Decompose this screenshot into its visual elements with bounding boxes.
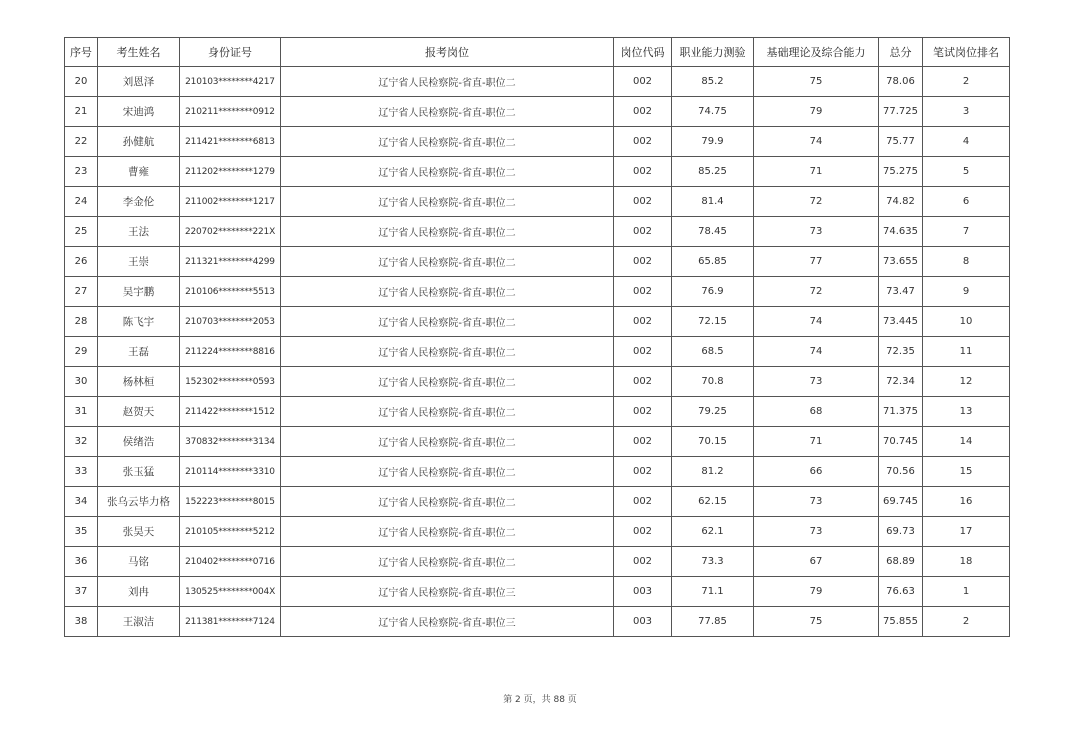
cell-rank: 10 xyxy=(923,307,1010,337)
cell-total-score: 73.47 xyxy=(879,277,923,307)
cell-name: 王磊 xyxy=(98,337,180,367)
cell-position-code: 002 xyxy=(614,517,672,547)
cell-position-code: 002 xyxy=(614,457,672,487)
cell-position: 辽宁省人民检察院-省直-职位二 xyxy=(281,217,614,247)
cell-rank: 15 xyxy=(923,457,1010,487)
cell-position-code: 002 xyxy=(614,367,672,397)
cell-seq: 28 xyxy=(65,307,98,337)
cell-name: 宋迪鸿 xyxy=(98,97,180,127)
cell-position: 辽宁省人民检察院-省直-职位二 xyxy=(281,367,614,397)
table-row xyxy=(65,187,1010,217)
cell-aptitude-score: 65.85 xyxy=(672,247,754,277)
cell-theory-score: 79 xyxy=(754,577,879,607)
cell-aptitude-score: 70.8 xyxy=(672,367,754,397)
cell-name: 杨林桓 xyxy=(98,367,180,397)
cell-seq: 30 xyxy=(65,367,98,397)
table-row xyxy=(65,517,1010,547)
cell-total-score: 69.745 xyxy=(879,487,923,517)
cell-id-number: 220702********221X xyxy=(180,217,281,247)
table-row xyxy=(65,157,1010,187)
cell-position-code: 002 xyxy=(614,157,672,187)
table-body xyxy=(65,67,1010,637)
cell-aptitude-score: 62.15 xyxy=(672,487,754,517)
cell-id-number: 210114********3310 xyxy=(180,457,281,487)
table-row xyxy=(65,457,1010,487)
cell-total-score: 72.35 xyxy=(879,337,923,367)
cell-position: 辽宁省人民检察院-省直-职位二 xyxy=(281,547,614,577)
cell-seq: 36 xyxy=(65,547,98,577)
cell-name: 李金伦 xyxy=(98,187,180,217)
cell-rank: 8 xyxy=(923,247,1010,277)
cell-total-score: 70.745 xyxy=(879,427,923,457)
cell-theory-score: 66 xyxy=(754,457,879,487)
cell-id-number: 210105********5212 xyxy=(180,517,281,547)
cell-id-number: 211002********1217 xyxy=(180,187,281,217)
cell-total-score: 78.06 xyxy=(879,67,923,97)
cell-theory-score: 73 xyxy=(754,517,879,547)
cell-position-code: 002 xyxy=(614,187,672,217)
header-total-score: 总分 xyxy=(879,38,923,67)
cell-rank: 5 xyxy=(923,157,1010,187)
cell-position-code: 002 xyxy=(614,397,672,427)
cell-name: 曹雍 xyxy=(98,157,180,187)
cell-seq: 32 xyxy=(65,427,98,457)
cell-total-score: 75.275 xyxy=(879,157,923,187)
cell-rank: 4 xyxy=(923,127,1010,157)
cell-position-code: 002 xyxy=(614,217,672,247)
cell-total-score: 70.56 xyxy=(879,457,923,487)
cell-rank: 6 xyxy=(923,187,1010,217)
cell-id-number: 211381********7124 xyxy=(180,607,281,637)
cell-name: 张玉猛 xyxy=(98,457,180,487)
cell-name: 陈飞宇 xyxy=(98,307,180,337)
cell-name: 王淑洁 xyxy=(98,607,180,637)
table-row xyxy=(65,487,1010,517)
cell-id-number: 152223********8015 xyxy=(180,487,281,517)
cell-position-code: 002 xyxy=(614,67,672,97)
cell-position: 辽宁省人民检察院-省直-职位二 xyxy=(281,337,614,367)
cell-id-number: 210402********0716 xyxy=(180,547,281,577)
cell-position: 辽宁省人民检察院-省直-职位二 xyxy=(281,277,614,307)
cell-position-code: 003 xyxy=(614,577,672,607)
table-row xyxy=(65,547,1010,577)
header-name: 考生姓名 xyxy=(98,38,180,67)
cell-id-number: 152302********0593 xyxy=(180,367,281,397)
cell-aptitude-score: 79.25 xyxy=(672,397,754,427)
cell-total-score: 74.82 xyxy=(879,187,923,217)
cell-seq: 33 xyxy=(65,457,98,487)
cell-position: 辽宁省人民检察院-省直-职位二 xyxy=(281,247,614,277)
cell-name: 侯绪浩 xyxy=(98,427,180,457)
cell-id-number: 211422********1512 xyxy=(180,397,281,427)
cell-theory-score: 72 xyxy=(754,277,879,307)
cell-name: 吴宇鹏 xyxy=(98,277,180,307)
cell-position: 辽宁省人民检察院-省直-职位三 xyxy=(281,577,614,607)
table-row xyxy=(65,397,1010,427)
cell-theory-score: 67 xyxy=(754,547,879,577)
cell-seq: 24 xyxy=(65,187,98,217)
cell-theory-score: 79 xyxy=(754,97,879,127)
cell-rank: 2 xyxy=(923,607,1010,637)
table-row xyxy=(65,607,1010,637)
cell-theory-score: 74 xyxy=(754,127,879,157)
cell-theory-score: 73 xyxy=(754,217,879,247)
cell-id-number: 210103********4217 xyxy=(180,67,281,97)
cell-seq: 27 xyxy=(65,277,98,307)
cell-position: 辽宁省人民检察院-省直-职位二 xyxy=(281,97,614,127)
cell-id-number: 210703********2053 xyxy=(180,307,281,337)
header-theory-score: 基础理论及综合能力 xyxy=(754,38,879,67)
cell-seq: 20 xyxy=(65,67,98,97)
cell-aptitude-score: 81.4 xyxy=(672,187,754,217)
cell-theory-score: 77 xyxy=(754,247,879,277)
cell-aptitude-score: 68.5 xyxy=(672,337,754,367)
cell-total-score: 73.445 xyxy=(879,307,923,337)
cell-theory-score: 73 xyxy=(754,487,879,517)
cell-aptitude-score: 70.15 xyxy=(672,427,754,457)
table-row xyxy=(65,217,1010,247)
table-row xyxy=(65,127,1010,157)
cell-aptitude-score: 62.1 xyxy=(672,517,754,547)
cell-position: 辽宁省人民检察院-省直-职位二 xyxy=(281,127,614,157)
header-row xyxy=(65,38,1010,67)
cell-name: 张昊天 xyxy=(98,517,180,547)
header-rank: 笔试岗位排名 xyxy=(923,38,1010,67)
cell-rank: 14 xyxy=(923,427,1010,457)
cell-theory-score: 68 xyxy=(754,397,879,427)
cell-theory-score: 72 xyxy=(754,187,879,217)
cell-name: 刘恩泽 xyxy=(98,67,180,97)
cell-rank: 13 xyxy=(923,397,1010,427)
table-row xyxy=(65,307,1010,337)
header-position: 报考岗位 xyxy=(281,38,614,67)
cell-theory-score: 75 xyxy=(754,607,879,637)
table-row xyxy=(65,277,1010,307)
cell-aptitude-score: 74.75 xyxy=(672,97,754,127)
cell-total-score: 69.73 xyxy=(879,517,923,547)
cell-position-code: 002 xyxy=(614,307,672,337)
cell-position: 辽宁省人民检察院-省直-职位二 xyxy=(281,397,614,427)
cell-seq: 21 xyxy=(65,97,98,127)
cell-position-code: 002 xyxy=(614,277,672,307)
cell-position-code: 002 xyxy=(614,427,672,457)
cell-seq: 26 xyxy=(65,247,98,277)
cell-rank: 1 xyxy=(923,577,1010,607)
cell-position: 辽宁省人民检察院-省直-职位二 xyxy=(281,67,614,97)
cell-position: 辽宁省人民检察院-省直-职位二 xyxy=(281,307,614,337)
cell-name: 马铭 xyxy=(98,547,180,577)
cell-id-number: 211224********8816 xyxy=(180,337,281,367)
cell-position: 辽宁省人民检察院-省直-职位二 xyxy=(281,157,614,187)
cell-rank: 9 xyxy=(923,277,1010,307)
cell-aptitude-score: 73.3 xyxy=(672,547,754,577)
cell-name: 孙健航 xyxy=(98,127,180,157)
cell-theory-score: 73 xyxy=(754,367,879,397)
score-table xyxy=(64,37,1010,637)
cell-rank: 2 xyxy=(923,67,1010,97)
cell-aptitude-score: 72.15 xyxy=(672,307,754,337)
cell-aptitude-score: 85.2 xyxy=(672,67,754,97)
table-row xyxy=(65,577,1010,607)
cell-total-score: 73.655 xyxy=(879,247,923,277)
cell-theory-score: 71 xyxy=(754,427,879,457)
header-position-code: 岗位代码 xyxy=(614,38,672,67)
header-seq: 序号 xyxy=(65,38,98,67)
cell-rank: 12 xyxy=(923,367,1010,397)
cell-seq: 34 xyxy=(65,487,98,517)
cell-seq: 25 xyxy=(65,217,98,247)
cell-rank: 11 xyxy=(923,337,1010,367)
cell-aptitude-score: 76.9 xyxy=(672,277,754,307)
cell-position-code: 002 xyxy=(614,247,672,277)
cell-id-number: 370832********3134 xyxy=(180,427,281,457)
cell-aptitude-score: 81.2 xyxy=(672,457,754,487)
table-row xyxy=(65,97,1010,127)
cell-theory-score: 74 xyxy=(754,307,879,337)
cell-position: 辽宁省人民检察院-省直-职位二 xyxy=(281,427,614,457)
header-id-number: 身份证号 xyxy=(180,38,281,67)
cell-aptitude-score: 79.9 xyxy=(672,127,754,157)
table-row xyxy=(65,67,1010,97)
cell-position-code: 002 xyxy=(614,127,672,157)
cell-position-code: 002 xyxy=(614,337,672,367)
cell-theory-score: 71 xyxy=(754,157,879,187)
cell-name: 王法 xyxy=(98,217,180,247)
cell-total-score: 76.63 xyxy=(879,577,923,607)
cell-seq: 29 xyxy=(65,337,98,367)
table-row xyxy=(65,427,1010,457)
cell-position: 辽宁省人民检察院-省直-职位二 xyxy=(281,487,614,517)
cell-aptitude-score: 85.25 xyxy=(672,157,754,187)
table-row xyxy=(65,337,1010,367)
cell-rank: 3 xyxy=(923,97,1010,127)
cell-id-number: 211202********1279 xyxy=(180,157,281,187)
cell-total-score: 75.855 xyxy=(879,607,923,637)
cell-position-code: 002 xyxy=(614,97,672,127)
cell-rank: 7 xyxy=(923,217,1010,247)
cell-position: 辽宁省人民检察院-省直-职位二 xyxy=(281,517,614,547)
cell-total-score: 75.77 xyxy=(879,127,923,157)
cell-id-number: 211421********6813 xyxy=(180,127,281,157)
cell-total-score: 72.34 xyxy=(879,367,923,397)
cell-seq: 37 xyxy=(65,577,98,607)
cell-seq: 35 xyxy=(65,517,98,547)
table-row xyxy=(65,247,1010,277)
header-aptitude-score: 职业能力测验 xyxy=(672,38,754,67)
cell-name: 刘冉 xyxy=(98,577,180,607)
cell-seq: 31 xyxy=(65,397,98,427)
page-number: 第 2 页，共 88 页 xyxy=(503,695,577,705)
cell-id-number: 210106********5513 xyxy=(180,277,281,307)
table-row xyxy=(65,367,1010,397)
cell-id-number: 211321********4299 xyxy=(180,247,281,277)
cell-id-number: 130525********004X xyxy=(180,577,281,607)
cell-rank: 18 xyxy=(923,547,1010,577)
cell-name: 王崇 xyxy=(98,247,180,277)
cell-position-code: 003 xyxy=(614,607,672,637)
cell-total-score: 74.635 xyxy=(879,217,923,247)
cell-theory-score: 75 xyxy=(754,67,879,97)
cell-rank: 17 xyxy=(923,517,1010,547)
cell-theory-score: 74 xyxy=(754,337,879,367)
cell-seq: 23 xyxy=(65,157,98,187)
cell-position: 辽宁省人民检察院-省直-职位二 xyxy=(281,457,614,487)
cell-position-code: 002 xyxy=(614,487,672,517)
cell-total-score: 71.375 xyxy=(879,397,923,427)
cell-seq: 22 xyxy=(65,127,98,157)
cell-total-score: 77.725 xyxy=(879,97,923,127)
cell-aptitude-score: 71.1 xyxy=(672,577,754,607)
cell-total-score: 68.89 xyxy=(879,547,923,577)
cell-rank: 16 xyxy=(923,487,1010,517)
cell-seq: 38 xyxy=(65,607,98,637)
cell-aptitude-score: 78.45 xyxy=(672,217,754,247)
cell-aptitude-score: 77.85 xyxy=(672,607,754,637)
cell-id-number: 210211********0912 xyxy=(180,97,281,127)
cell-position: 辽宁省人民检察院-省直-职位三 xyxy=(281,607,614,637)
cell-position: 辽宁省人民检察院-省直-职位二 xyxy=(281,187,614,217)
cell-position-code: 002 xyxy=(614,547,672,577)
cell-name: 张乌云毕力格 xyxy=(98,487,180,517)
cell-name: 赵贺天 xyxy=(98,397,180,427)
